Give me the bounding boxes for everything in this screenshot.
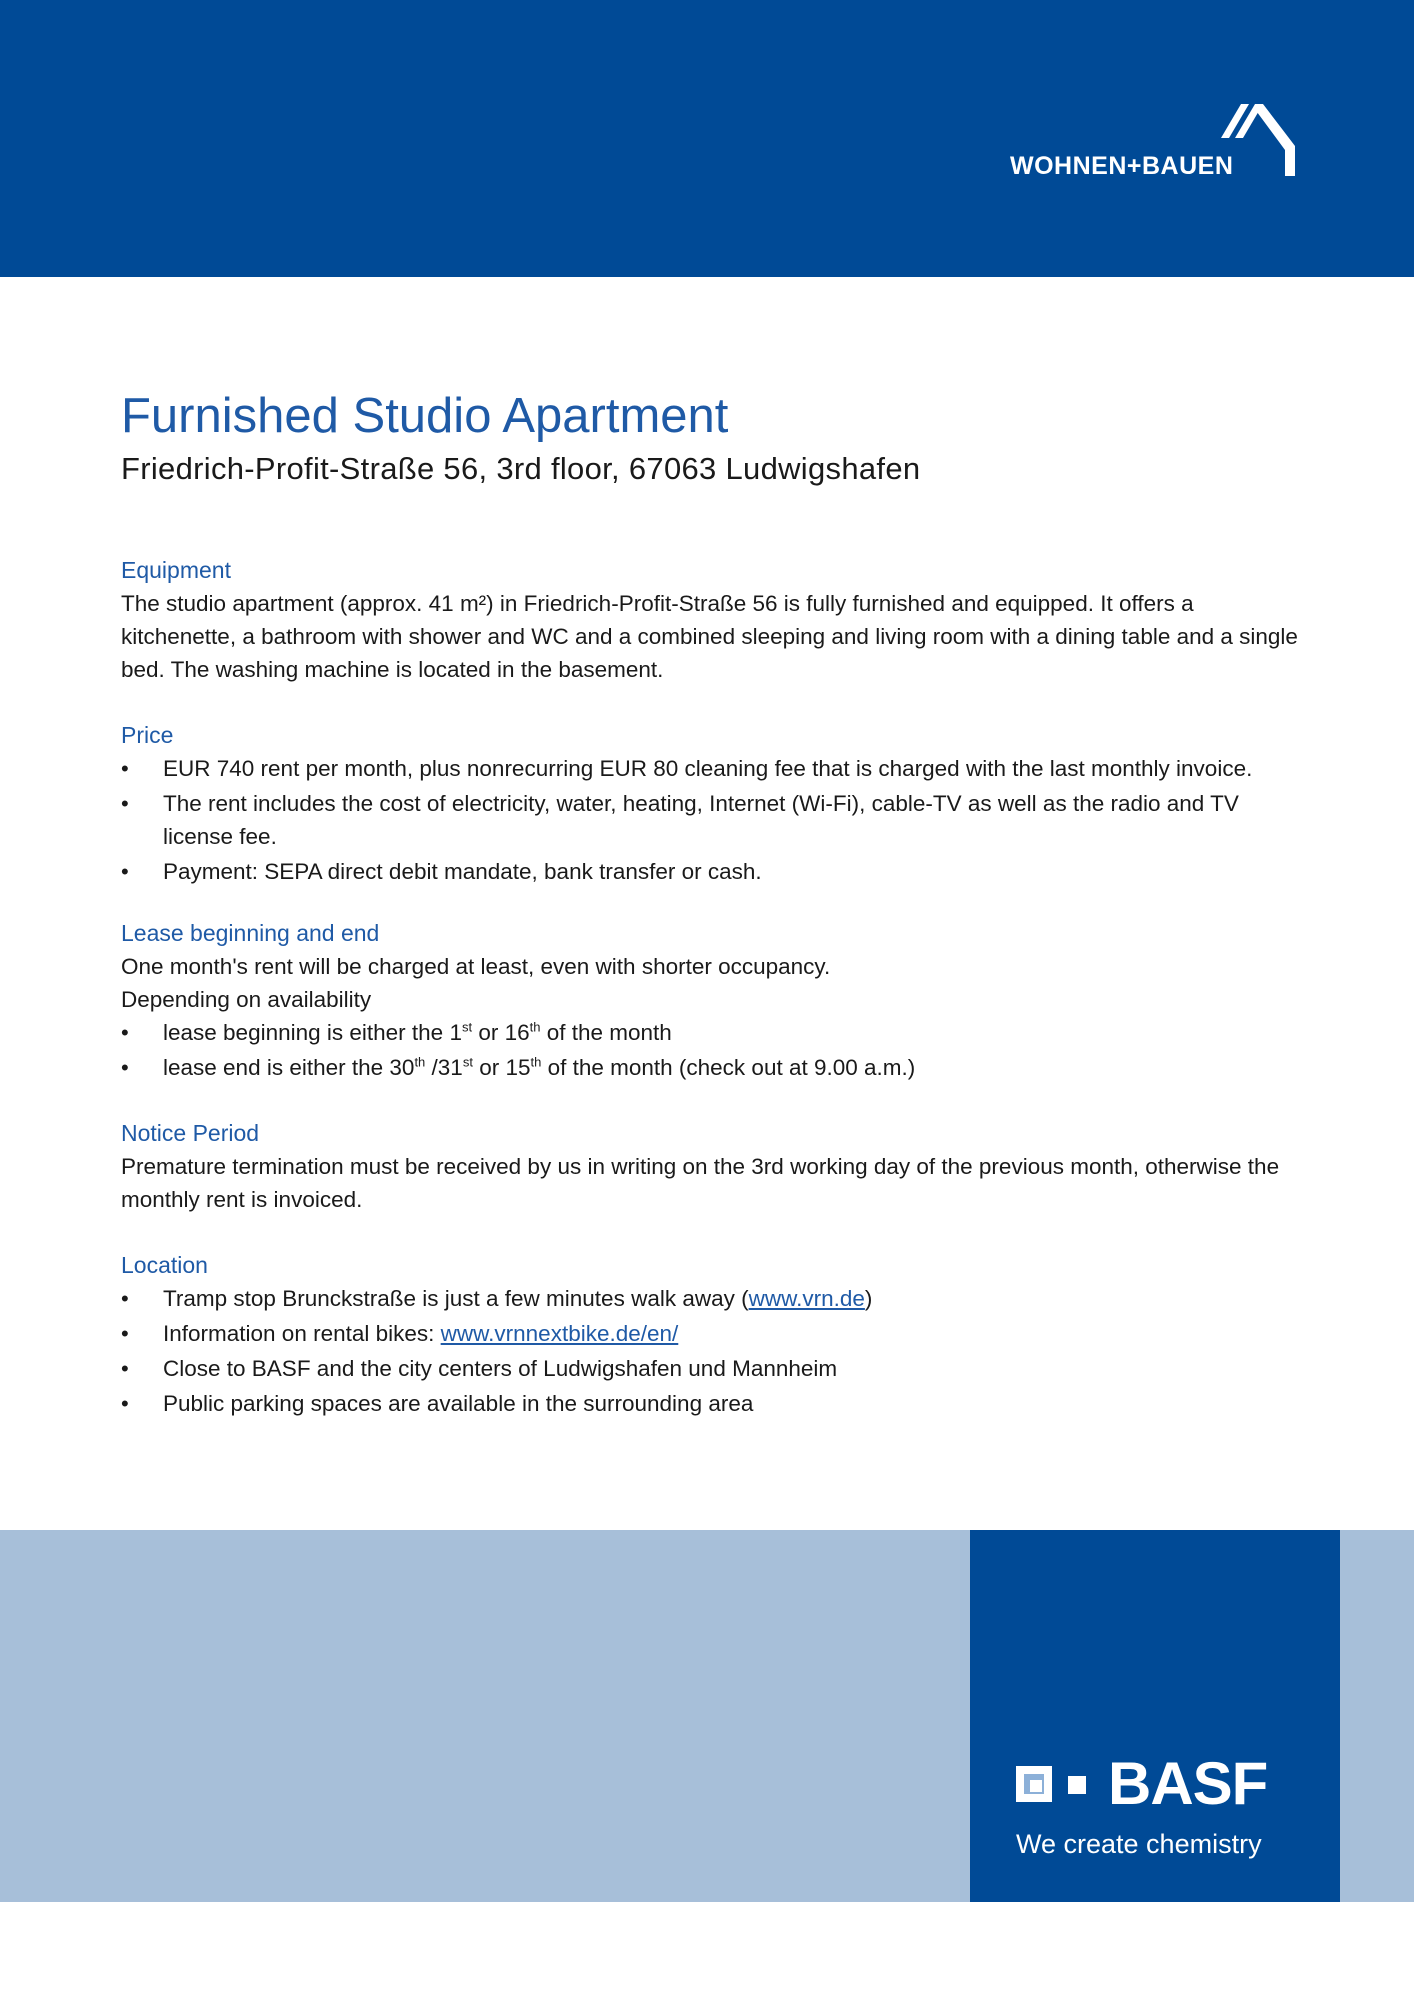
lease-list (121, 1016, 1301, 1084)
list-item: • EUR 740 rent per month, plus nonrecurring EUR 80 cleaning fee that is charged with the last monthly invoice. (121, 752, 1301, 785)
footer-band (0, 1530, 1414, 1902)
list-item: • Close to BASF and the city centers of Ludwigshafen und Mannheim (121, 1352, 1301, 1385)
list-item: • Tramp stop Brunckstraße is just a few minutes walk away (www.vrn.de) (121, 1282, 1301, 1315)
price-list (121, 752, 1301, 888)
vrn-link[interactable]: www.vrn.de (748, 1286, 865, 1311)
lease-line-2: Depending on availability (121, 987, 372, 1012)
location-list (121, 1282, 1301, 1420)
equipment-heading: Equipment (121, 557, 231, 583)
list-item: • lease beginning is either the 1st or 16th of the month (121, 1016, 1301, 1049)
main-content (121, 385, 1301, 1422)
list-item: • lease end is either the 30th /31st or 15th of the month (check out at 9.00 a.m.) (121, 1051, 1301, 1084)
nextbike-link[interactable]: www.vrnnextbike.de/en/ (440, 1321, 679, 1346)
basf-logo-box (970, 1530, 1340, 1902)
wohnen-bauen-logo (1010, 96, 1300, 186)
list-item: • Payment: SEPA direct debit mandate, bank transfer or cash. (121, 855, 1301, 888)
location-heading: Location (121, 1252, 208, 1278)
list-item: • Information on rental bikes: www.vrnnextbike.de/en/ (121, 1317, 1301, 1350)
notice-text: Premature termination must be received by us in writing on the 3rd working day of the previous month, otherwise the monthly rent is invoiced. (121, 1154, 1280, 1212)
basf-tagline: We create chemistry (1016, 1829, 1262, 1859)
lease-line-1: One month's rent will be charged at least, even with shorter occupancy. (121, 954, 831, 979)
list-item: • Public parking spaces are available in the surrounding area (121, 1387, 1301, 1420)
price-heading: Price (121, 722, 174, 748)
basf-small-square-icon (1068, 1776, 1086, 1794)
list-item: • The rent includes the cost of electricity, water, heating, Internet (Wi-Fi), cable-TV as well as the radio and TV license fee. (121, 787, 1301, 853)
page-title: Furnished Studio Apartment (121, 389, 729, 443)
lease-heading: Lease beginning and end (121, 920, 380, 946)
notice-heading: Notice Period (121, 1120, 260, 1146)
basf-logo (1016, 1750, 1306, 1820)
equipment-text: The studio apartment (approx. 41 m²) in Friedrich-Profit-Straße 56 is fully furnished and equipped. It offers a kitchenette, a bathroom with shower and WC and a combined sleeping and living room with a dining table and a single bed. The washing machine is located in the basement. (121, 591, 1298, 682)
basf-wordmark: BASF (1108, 1750, 1268, 1817)
basf-square-icon (1016, 1766, 1052, 1802)
brand-name: WOHNEN+BAUEN (1010, 152, 1234, 180)
address: Friedrich-Profit-Straße 56, 3rd floor, 67063 Ludwigshafen (121, 451, 921, 486)
header-banner (0, 0, 1414, 277)
